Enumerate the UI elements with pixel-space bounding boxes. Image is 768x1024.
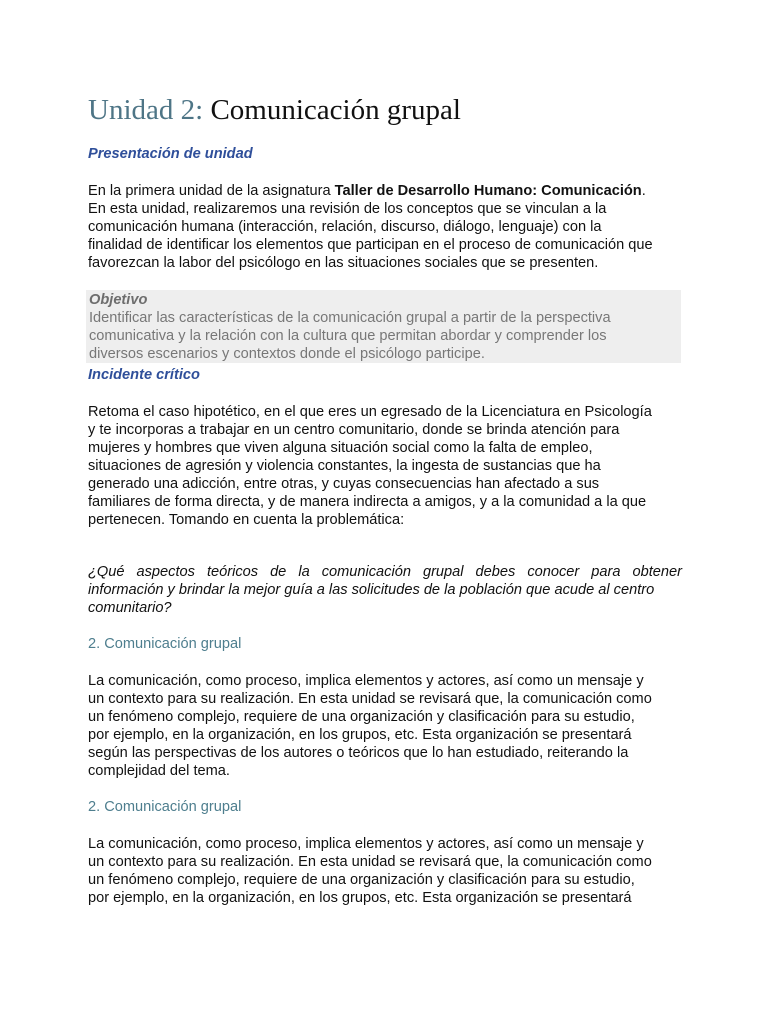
presentation-heading: Presentación de unidad — [88, 146, 253, 162]
objective-line: Identificar las características de la comunicación grupal a partir de la perspectiva — [89, 310, 611, 326]
page-title — [88, 92, 682, 128]
presentation-line: favorezcan la labor del psicólogo en las situaciones sociales que se presenten. — [88, 255, 599, 271]
section-2-line: un fenómeno complejo, requiere de una organización y clasificación para su estudio, — [88, 872, 635, 888]
objective-line: comunicativa y la relación con la cultura que permitan abordar y comprender los — [89, 328, 607, 344]
section-2-line: La comunicación, como proceso, implica elementos y actores, así como un mensaje y — [88, 836, 644, 852]
section-2-line: por ejemplo, en la organización, en los grupos, etc. Esta organización se presentará — [88, 890, 632, 906]
section-2-paragraph — [88, 835, 682, 907]
section-1-line: según las perspectivas de los autores o teóricos que lo han estudiado, reiterando la — [88, 745, 629, 761]
incident-line: generado una adicción, entre otras, y cuyas consecuencias han afectado a sus — [88, 476, 600, 492]
objective-line: diversos escenarios y contextos donde el psicólogo participe. — [89, 346, 485, 362]
section-heading-1: 2. Comunicación grupal — [88, 636, 242, 652]
incident-paragraph — [88, 403, 682, 529]
incident-line: situaciones de agresión y violencia constantes, la ingesta de sustancias que ha — [88, 458, 601, 474]
incident-question — [88, 563, 682, 617]
title-main: Comunicación grupal — [210, 94, 461, 126]
incident-line: Retoma el caso hipotético, en el que eres un egresado de la Licenciatura en Psicología — [88, 404, 652, 420]
section-2-line: un contexto para su realización. En esta unidad se revisará que, la comunicación como — [88, 854, 652, 870]
course-name: Taller de Desarrollo Humano: Comunicación — [334, 183, 642, 199]
presentation-line-1 — [88, 182, 682, 200]
section-1-paragraph — [88, 672, 682, 780]
presentation-line: comunicación humana (interacción, relación, discurso, diálogo, lenguaje) con la — [88, 219, 602, 235]
question-line: información y brindar la mejor guía a las solicitudes de la población que acude al centro — [88, 582, 655, 598]
objective-text — [89, 309, 611, 363]
presentation-line-1-end: . — [641, 183, 646, 199]
objective-box — [86, 290, 681, 363]
title-prefix: Unidad 2: — [88, 94, 204, 126]
section-1-line: un contexto para su realización. En esta unidad se revisará que, la comunicación como — [88, 691, 652, 707]
section-1-line: La comunicación, como proceso, implica elementos y actores, así como un mensaje y — [88, 673, 644, 689]
incident-line: y te incorporas a trabajar en un centro comunitario, donde se brinda atención para — [88, 422, 620, 438]
presentation-line: finalidad de identificar los elementos que participan en el proceso de comunicación que — [88, 237, 653, 253]
presentation-paragraph — [88, 182, 682, 272]
section-1-line: por ejemplo, en la organización, en los grupos, etc. Esta organización se presentará — [88, 727, 632, 743]
objective-label: Objetivo — [89, 292, 148, 308]
question-line: ¿Qué aspectos teóricos de la comunicación grupal debes conocer para obtener — [88, 564, 682, 580]
question-line: comunitario? — [88, 600, 172, 616]
section-heading-2: 2. Comunicación grupal — [88, 799, 242, 815]
section-1-line: un fenómeno complejo, requiere de una organización y clasificación para su estudio, — [88, 709, 635, 725]
incident-line: mujeres y hombres que viven alguna situación social como la falta de empleo, — [88, 440, 593, 456]
section-1-line: complejidad del tema. — [88, 763, 230, 779]
presentation-line: En esta unidad, realizaremos una revisión de los conceptos que se vinculan a la — [88, 201, 607, 217]
incident-heading: Incidente crítico — [88, 367, 200, 383]
presentation-line-1-text: En la primera unidad de la asignatura — [88, 183, 335, 199]
incident-line: familiares de forma directa, y de manera indirecta a amigos, y a la comunidad a la que — [88, 494, 647, 510]
incident-line: pertenecen. Tomando en cuenta la problemática: — [88, 512, 405, 528]
